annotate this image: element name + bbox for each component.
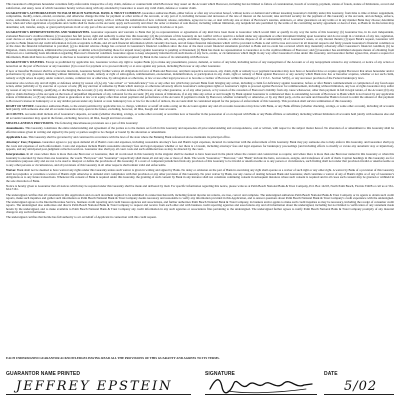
paragraph-heading: GUARANTOR'S REPRESENTATIONS AND WARRANTIES. [6, 30, 91, 35]
document-paragraph [6, 61, 394, 68]
document-body [6, 3, 394, 220]
date-handwritten: 5/02 [344, 379, 378, 394]
name-line [6, 394, 191, 395]
paragraph-text: This Guaranty shall be governed by and construed in accordance with the laws of the state where the Banking Bank referenced above maintains its principal office. [27, 134, 231, 139]
document-paragraph [6, 153, 394, 167]
paragraph-heading: Applicable Law. [6, 134, 28, 139]
paragraph-text: The following miscellaneous provisions are a part of this Guaranty: [53, 121, 139, 126]
signature-block [6, 371, 394, 397]
document-paragraph [6, 31, 394, 59]
paragraph-heading: Waiver. [6, 168, 17, 173]
paragraph-text: Guarantor authorizes Bank, either before or after any revocation hereof, without notice or demand and without lessening Guarantor's liability under this Guaranty, from time to time at times: supplement, compromise, modify, renew, extend, accelerate, and otherwise change the time for payment or other terms of the Account, or any part of it, including increases and decreases of the rate of interest on the Account; take and hold security for the payment of this Guaranty or the Account, and exchange, enforce, waive, subordinate, fail or decide not to perfect, and release any such security, with or without the substitution of new collateral; release, substitute, agree not to sue, or deal with any one or more of Borrower's sureties, endorsers, or other guarantors on any terms or in any manner Bank may choose; determine how, when and what application of payments and credits shall be made on the Account; apply such security and direct the order or manner of sale thereof, including without limitation, any nonjudicial sale permitted by the terms of the controlling security agreement or deed of trust, as Bank in its discretion may determine; sell, transfer, assign, or grant participations in all or any part of the Account; and assign or transfer this Guaranty in whole or in part. [6, 10, 394, 29]
paragraph-text: Accounts shall include all of Guarantor's deposits, accounts (whether checking, savings, or some other account) or securities now or hereafter in the possession of or on deposit with Bank or any Bank affiliate or subsidiary including without limitation all accounts held jointly with someone else and all accounts Guarantor may open in the future, excluding, however, all IRA, Keogh and trust accounts. [6, 112, 394, 121]
signature-label: SIGNATURE [205, 371, 235, 377]
document-paragraph [6, 194, 394, 215]
paragraph-text: The undersigned certifies that he/she has full authority to act on behalf of Applicant in connection with this credit request. [6, 215, 157, 220]
document-paragraph [6, 82, 394, 103]
paragraph-text: The undersigned certifies that all statements in this Application and on each document required to be submitted in connection herewith, including federal income tax returns, are true, correct and complete. The undersigned authorizes Palm Beach National Bank & Trust Company or its agents to obtain such credit reports, make such inquiries and gather such information as Palm Beach National Bank & Trust Company deems necessary and reasonable to verify any information provided in this Application, and to answer questions about Palm Beach National Bank & Trust Company's credit experience with the undersigned. The undersigned agrees to the Internal Revenue Service, business credit reporting and credit bureau agencies and associations, and further authorizes Palm Beach National Bank & Trust Company, its bankers and/or agents to make such credit inquiries as may be necessary, including the receipt of consumer credit reports. The undersigned also authorizes and directs Palm Beach National Bank & Trust Company to request and receive from each other and with business credit reporting agencies and associations any and all information about the undersigned, including but not limited to verification of any statement made herein by the undersigned, and to make available to Palm Beach National Bank & Trust Company any credit information in any such agencies or associations files pertaining to the undersigned. The undersigned further agrees to notify Palm Beach National Bank & Trust Company promptly of any material change in any such information. [6, 192, 394, 215]
paragraph-text: Guarantor authorizes Bank, to the extent permitted by applicable law, to charge, withdraw or setoff all sums owing on the Account against any and all accounts Guarantor may have with Bank, or any Bank affiliate (whether checking, savings, or some other account), including all accounts held jointly with someone else and all accounts Guarantor may open in the future, excluding, however, all IRA, Keogh and trust accounts. [6, 103, 394, 112]
paragraph-text: Notice is hereby given to Guarantor that all notices which may be required under this Guaranty shall be made and delivered by mail. For specific information regarding this notice, please write us at Palm Beach National Bank & Trust Company, P.O. Box 14218, North Palm Beach, Florida 33408 or call us at 561-624-7161. [6, 183, 394, 192]
document-paragraph [6, 169, 394, 183]
document-paragraph [6, 113, 394, 120]
paragraph-heading: MISCELLANEOUS PROVISIONS. [6, 121, 54, 126]
document-paragraph [6, 105, 394, 112]
paragraph-text: Guarantor also waives any and all rights or defenses arising by reason of (A) any "one action" or "anti-deficiency" law or any other law which may prevent Bank from bringing any action, including a claim for deficiency against Guarantor, before or after Bank's commencement or completion of any foreclosure action, either judicially or by exercise of a power of sale; (B) any election of remedies by Bank which destroys or otherwise adversely affects Guarantor's subrogation rights or Guarantor's rights to proceed against Borrower for reimbursement, including without limitation, any loss of rights Guarantor may suffer by reason of any law limiting, qualifying, or discharging the Account; (C) any disability or other defense of Borrower, of any other guarantor, or of any other person, or by reason of the cessation of Borrower's liability from any cause whatsoever, other than payment in full in legal tender, of the Account; (D) any right to claim discharge of the Account on the basis of unjustified impairment of any collateral for the Account; (E) any statute of limitations, if at any time any action or suit brought by Bank against Guarantor is commenced there is outstanding Account of Borrower to Bank which is not barred by any applicable statute of limitations; or (F) any defenses given to guarantors at law or in equity other than actual payment and performance of the Account. If payment is made by Borrower, whether voluntarily or otherwise, or by any third party, on the Account and thereafter Bank is forced to remit the amount of that payment to Borrower's trustee in bankruptcy or to any similar person under any federal or state bankruptcy law or law for the relief of debtors, the Account shall be considered unpaid for the purpose of enforcement of this Guaranty. This provision shall survive termination of this Guaranty. [6, 80, 394, 103]
document-paragraph [6, 127, 394, 134]
paragraph-text: Except as prohibited by applicable law, Guarantor waives any right to require Bank (a) to make any presentment, protest, demand, or notice of any kind, including notice of any nonpayment of the Account or of any nonpayment related to any collateral, or notice of any action or nonaction on the part of Borrower or any Guarantor (b) to resort for payment or to proceed directly or at once against any person, including Borrower or any other Guarantor. [6, 59, 394, 68]
paragraph-heading: ACCOUNTS. [6, 112, 25, 117]
paragraph-text: Guarantor represents and warrants to Bank that (a) no representations or agreements of any kind have been made to Guarantor which would limit or qualify in any way the terms of this Guaranty; (b) Guarantor has, in its own independent, evaluated Borrower's creditworthiness; (c) Guarantor has full power, right and authority to enter into this Guaranty; (d) the provisions of this Guaranty do not conflict with or result in a default under any agreement or other instrument binding upon Guarantor and do not result in a violation of any law, regulation, court decree or order applicable to Guarantor; (e) Guarantor has not and will not, without the prior written consent of Bank, sell, lease, assign, encumber, hypothecate, transfer, or otherwise dispose of all or substantially all of Guarantor's assets, or any interest therein; (f) upon Bank's request, Guarantor will provide to Bank financial and credit information in form acceptable to Bank, and all such financial information which currently has been, and all future financial information which will be provided to Bank is and will be true and correct in all material respects and fairly present Guarantor's financial condition as of the dates the financial information is provided; (g) no material adverse change has occurred in Guarantor's financial condition since the date of the most recent financial statements provided to Bank and no event has occurred which may materially adversely affect Guarantor's financial condition; (h) no litigation, claim, investigation, administrative proceeding or similar action (including those for unpaid taxes) against Guarantor is pending or threatened; (i) Bank has made no representation to Guarantor as to the creditworthiness of Borrower; and (j) Guarantor has established adequate means of obtaining from Borrower on a continuing basis information regarding Borrower's financial condition. Guarantor agrees to keep adequately informed from such means of any facts, events, or circumstances which might in any way affect Guarantor's risks under this Guaranty, and Guarantor further agrees that, absent a request for information, Bank shall have no obligation to disclose to Guarantor any information or documents acquired by Bank in the course of its relationship with Borrower. [6, 30, 394, 59]
document-paragraph [6, 70, 394, 81]
document-paragraph [6, 141, 394, 152]
paragraph-heading: GUARANTOR'S WAIVERS. [6, 59, 45, 64]
handwritten-signature [206, 375, 316, 395]
document-paragraph [6, 185, 394, 192]
acknowledgment-block [6, 356, 394, 361]
document-paragraph [6, 216, 394, 220]
paragraph-text: If now or hereafter Borrower shall be or become insolvent, Guarantor hereby further waives all obligations in favor of Bank and Borrower, and their respective successors, any claim, right or remedy to or payment Guarantor may now have or hereafter have or acquire against Borrower that arises hereunder and/or performance by any guarantor including without limitation, any claim, remedy or right of subrogation, reimbursement, exoneration, indemnification, or participation in any claim, right or remedy of Bank against Borrower or any security which Bank now has or hereafter acquires, whether or not such claim, remedy or right arises in equity, under contract, statute, common law or otherwise, by subrogation or otherwise, at law or use other legal process or to become a creditor of Borrower within the meaning of 11 U.S.C. Section 547(b), or any successor provision of the Federal bankruptcy laws. [6, 68, 394, 80]
paragraph-heading: RIGHT OF SETOFF. [6, 103, 35, 108]
document-paragraph [6, 12, 394, 30]
paragraph-heading: Attorneys' Fees; Expenses. [6, 140, 42, 145]
acknowledgment-text: EACH UNDERSIGNED GUARANTOR ACKNOWLEDGES HAVING READ ALL THE PROVISIONS OF THIS GUARANTY AND AGREES TO ITS TERMS. [6, 356, 220, 360]
document-paragraph [6, 122, 394, 126]
signature-line [205, 394, 317, 395]
paragraph-text: In all cases where there is more than one Borrower or Guarantor, then all words used in this Guaranty in the singular shall be deemed to have been used in the plural where the context and construction so require; and where there is more than one Borrower named in this Guaranty or when this Guaranty is executed by more than one Guarantor, the words "Borrower" and "Guarantor" respectively shall mean all and any one or more of them. The words "Guarantor," "Borrower," and "Bank" include the heirs, successors, assigns, and transferees of each of them. Caption headings in this Guaranty are for convenience purposes only and are not to be used to interpret or define the provisions of this Guaranty. If a court of competent jurisdiction finds any provision of this Guaranty to be invalid or unenforceable as to any person or circumstance, such finding shall not render that provision invalid or unenforceable as to any other persons or circumstances, and all provisions of this Guaranty in all other respects shall remain valid and enforceable. [6, 152, 394, 167]
date-label: DATE [324, 371, 338, 377]
document-paragraph [6, 136, 394, 140]
paragraph-heading: Amendments. [6, 126, 25, 131]
paragraph-heading: Interpretation. [6, 152, 26, 157]
paragraph-text: This Guarantor's obligations hereunder constitute fully enforceable irrespective of any claim, defense or counterclaim which Borrower may assert on the Account which Borrower, including but not limited to failure of consideration, breach of warranty, payment, statute of frauds, statute of limitations, accord and satisfaction, and usury, none of which Guarantor hereby waives along with any extended by Guarantor to assert any valid claim, defense or counter claim. [6, 2, 394, 10]
document-paragraph [6, 3, 394, 10]
guarantor-name-label: GUARANTOR NAME PRINTED [6, 371, 81, 377]
date-line [324, 394, 394, 395]
paragraph-text: This Guaranty constitutes the entire understanding and agreement of the parties as to the matters set forth in this Guaranty and supersedes all prior understanding and correspondence, oral or written, with respect to the subject matter hereof. No alteration of or amendment to this Guaranty shall be effective unless given in writing and signed by the party or parties sought to be charged or bound by the alteration or amendment. [6, 126, 394, 134]
paragraph-heading: GUARANTOR'S AUTHORIZATION TO PALM BEACH NATIONAL BANK & TRUST COMPANY. [6, 10, 142, 15]
paragraph-text: Bank shall not be deemed to have waived any rights under this Guaranty unless such waiver is given in writing and signed by Bank. No delay or omission on the part of Bank in exercising any right shall operate as a waiver of such right or any other right. A waiver by Bank of a provision of this Guaranty shall not prejudice or constitute a waiver of Bank's right otherwise to demand strict compliance with that provision or any other provision of this Guaranty. No prior waiver by Bank, nor any course of dealing between Bank and Guarantor, shall constitute a waiver of any of Bank's rights or of any of Guarantor's obligations as to any future transactions. Whenever the consent of Bank is required under this Guaranty, the granting of such consent by Bank in any instance shall not constitute continuing consent in subsequent instances where such consent is required and in all cases such consent may be granted or withheld in the sole discretion of Bank. [6, 168, 394, 183]
paragraph-text: Guarantor agrees to pay upon demand all of Bank's costs and expenses, including reasonable attorney's fees and Bank's legal expenses, incurred in connection with the enforcement of this Guaranty. Bank may pay someone else to help enforce this Guaranty, and Guarantor shall pay the costs and expenses of such enforcement. Costs and expenses include Bank's reasonable attorneys' fees and legal expenses whether or not there is a lawsuit, including attorneys' fees and legal expenses for bankruptcy proceedings (and including efforts to modify or vacate any automatic stay or injunction), appeals, and any anticipated post-judgment collection services. Guarantor also shall pay all court costs and such additional fees as may be directed by the court. [6, 140, 394, 152]
guarantor-name-handwritten: JEFFREY EPSTEIN [16, 379, 173, 394]
